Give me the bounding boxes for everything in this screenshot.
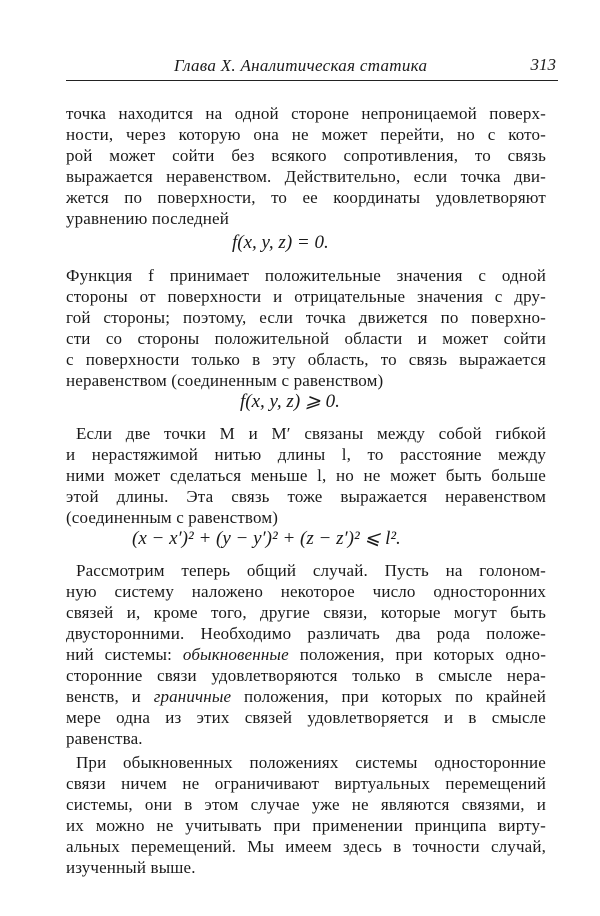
text-line: сти со стороны положительной области и может сойти bbox=[66, 329, 546, 348]
text-line: и нерастяжимой нитью длины l, то расстояние между bbox=[66, 445, 546, 464]
formula-string-inequality: (x − x′)² + (y − y′)² + (z − z′)² ⩽ l². bbox=[132, 528, 401, 549]
text-line: При обыкновенных положениях системы односторонние bbox=[76, 753, 546, 772]
text-line: гой стороны; поэтому, если точка движется по поверхно- bbox=[66, 308, 546, 327]
text-line: (соединенным с равенством) bbox=[66, 508, 279, 527]
text-line: альных перемещений. Мы имеем здесь в точности случай, bbox=[66, 837, 546, 856]
text-line: сторонние связи удовлетворяются только в смысле нера- bbox=[66, 666, 546, 685]
text-line: Если две точки M и M′ связаны между собой гибкой bbox=[76, 424, 546, 443]
text-line: ний системы: обыкновенные положения, при которых одно- bbox=[66, 645, 547, 664]
term-ordinary: обыкновенные bbox=[182, 645, 289, 664]
text-line: системы, они в этом случае уже не являются связями, и bbox=[66, 795, 546, 814]
text-line: равенства. bbox=[66, 729, 143, 748]
running-header bbox=[66, 52, 558, 81]
formula-surface-equation: f(x, y, z) = 0. bbox=[232, 232, 329, 253]
text-line: их можно не учитывать при применении принципа вирту- bbox=[66, 816, 546, 835]
text-line: уравнению последней bbox=[66, 209, 229, 228]
text-line: Функция f принимает положительные значения с одной bbox=[66, 266, 546, 285]
text-line: точка находится на одной стороне непроницаемой поверх- bbox=[66, 104, 546, 123]
formula-surface-inequality: f(x, y, z) ⩾ 0. bbox=[240, 391, 340, 412]
text-line: ности, через которую она не может перейти, но с кото- bbox=[66, 125, 546, 144]
text-line: этой длины. Эта связь тоже выражается неравенством bbox=[66, 487, 546, 506]
text-line: неравенством (соединенным с равенством) bbox=[66, 371, 384, 390]
text-line: мере одна из этих связей удовлетворяется и в смысле bbox=[66, 708, 546, 727]
text-line: ную систему наложено некоторое число односторонних bbox=[66, 582, 546, 601]
chapter-title: Глава X. Аналитическая статика bbox=[174, 56, 428, 75]
text-line: выражается неравенством. Действительно, если точка дви- bbox=[66, 167, 546, 186]
text-line: жется по поверхности, то ее координаты удовлетворяют bbox=[66, 188, 546, 207]
term-boundary: граничные bbox=[153, 687, 232, 706]
text-line: изученный выше. bbox=[66, 858, 196, 877]
text-line: Рассмотрим теперь общий случай. Пусть на голоном- bbox=[76, 561, 546, 580]
text-line: связи ничем не ограничивают виртуальных перемещений bbox=[66, 774, 546, 793]
page-number: 313 bbox=[530, 55, 556, 74]
text-line: рой может сойти без всякого сопротивления, то связь bbox=[66, 146, 546, 165]
text-line: связей и, кроме того, другие связи, которые могут быть bbox=[66, 603, 546, 622]
text-line: с поверхности только в эту область, то связь выражается bbox=[66, 350, 546, 369]
text-line: венств, и граничные положения, при которых по крайней bbox=[66, 687, 546, 706]
text-line: ними может сделаться меньше l, но не может быть больше bbox=[66, 466, 546, 485]
text-line: двусторонними. Необходимо различать два рода положе- bbox=[66, 624, 546, 643]
text-line: стороны от поверхности и отрицательные значения с дру- bbox=[66, 287, 546, 306]
